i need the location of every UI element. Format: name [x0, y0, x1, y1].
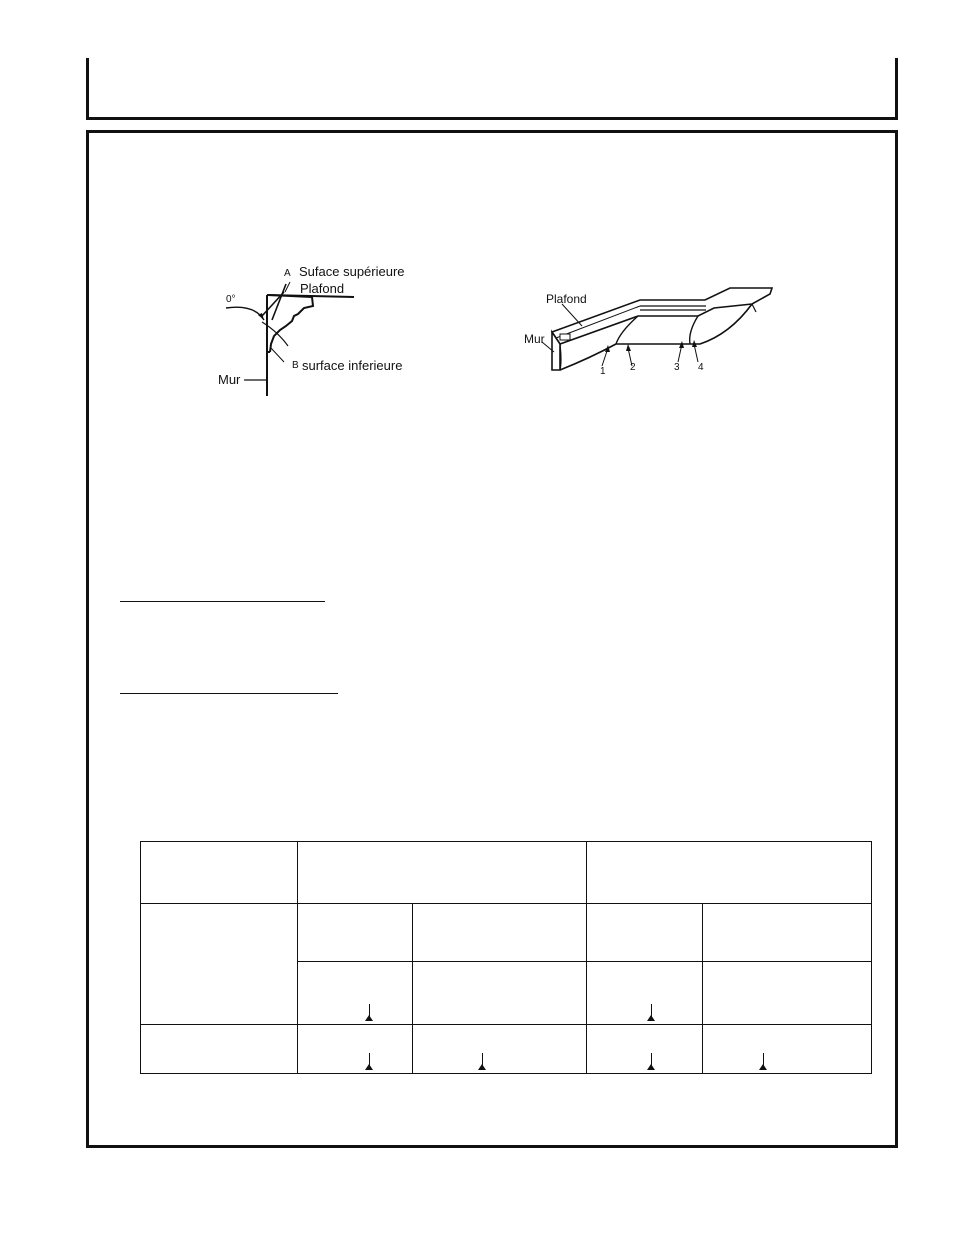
position-marker-icon: [651, 1004, 652, 1020]
label-top-surface: Suface supérieure: [299, 264, 405, 279]
label-b: B: [292, 360, 299, 371]
table-cell: [703, 1025, 872, 1074]
label-bottom-surface: surface inferieure: [302, 358, 403, 373]
miter-bevel-settings-table: [140, 841, 872, 1074]
callout-3: 3: [674, 362, 680, 373]
table-row: [141, 1025, 872, 1074]
table-cell: [587, 962, 703, 1025]
position-marker-icon: [369, 1004, 370, 1020]
table-cell: [587, 904, 703, 962]
table-cell: [298, 962, 413, 1025]
table-cell: [703, 962, 872, 1025]
table-cell: [298, 842, 587, 904]
label-angle: 0°: [226, 294, 236, 305]
callout-2: 2: [630, 362, 636, 373]
table-cell: [141, 1025, 298, 1074]
table-cell: [141, 904, 298, 1025]
heading-underline-2: [120, 693, 338, 694]
label-ceiling: Plafond: [300, 281, 345, 296]
table-cell: [298, 904, 413, 962]
table-cell: [413, 904, 587, 962]
table-cell: [587, 842, 872, 904]
header-frame: [86, 58, 898, 120]
callout-1: 1: [600, 366, 606, 377]
label-wall-3d: Mur: [524, 332, 545, 346]
position-marker-icon: [482, 1053, 483, 1069]
label-ceiling-3d: Plafond: [546, 292, 587, 306]
label-wall: Mur: [218, 372, 241, 387]
crown-molding-perspective-figure: [520, 282, 780, 382]
table-row: [141, 842, 872, 904]
position-marker-icon: [651, 1053, 652, 1069]
position-marker-icon: [369, 1053, 370, 1069]
table-cell: [703, 904, 872, 962]
callout-4: 4: [698, 362, 704, 373]
table-cell: [413, 1025, 587, 1074]
table-cell: [413, 962, 587, 1025]
table-cell: [298, 1025, 413, 1074]
heading-underline-1: [120, 601, 325, 602]
table-cell: [587, 1025, 703, 1074]
position-marker-icon: [763, 1053, 764, 1069]
table-cell: [141, 842, 298, 904]
crown-molding-profile-figure: [214, 262, 434, 402]
label-a: A: [284, 268, 291, 279]
table-row: [141, 904, 872, 962]
